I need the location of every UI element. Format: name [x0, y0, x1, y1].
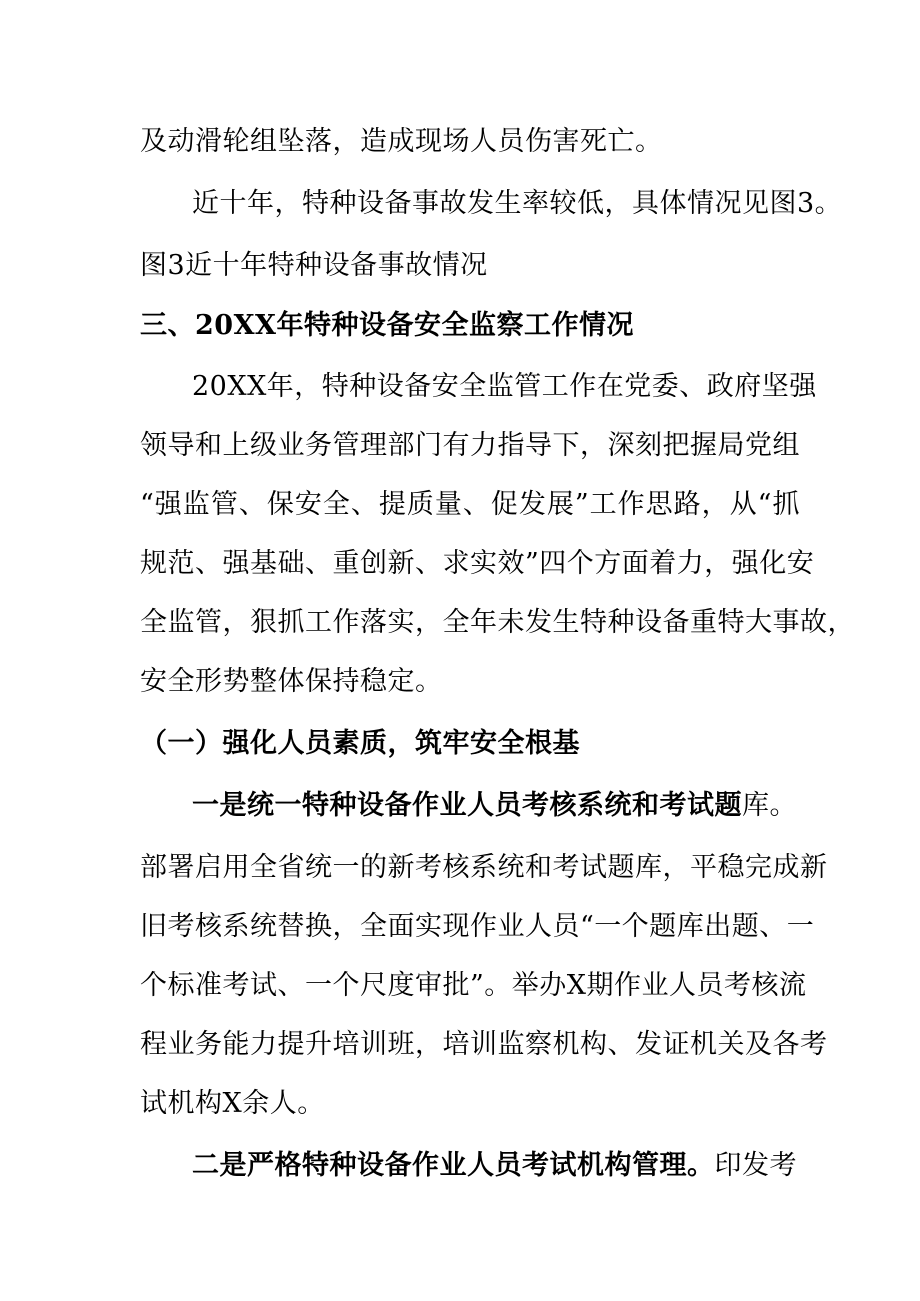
paragraph-line-9	[192, 786, 852, 826]
paragraph-line-3: 20XX年，特种设备安全监管工作在党委、政府坚强	[192, 371, 817, 402]
paragraph-line-7: 全监管，狠抓工作落实，全年未发生特种设备重特大事故，	[140, 607, 855, 638]
lead-tail-2: 印发考	[714, 1150, 797, 1181]
subsection-heading: （一）强化人员素质，筑牢安全根基	[140, 728, 580, 759]
paragraph-line-5: “强监管、保安全、提质量、促发展”工作思路，从“抓	[140, 489, 800, 520]
bold-lead-2: 二是严格特种设备作业人员考试机构管理。	[192, 1150, 715, 1181]
paragraph-line-4: 领导和上级业务管理部门有力指导下，深刻把握局党组	[140, 430, 800, 461]
paragraph-line-6: 规范、强基础、重创新、求实效”四个方面着力，强化安	[140, 548, 815, 579]
figure-caption: 图3近十年特种设备事故情况	[140, 250, 488, 281]
lead-tail: 库。	[742, 790, 797, 821]
paragraph-line-12: 个标准考试、一个尺度审批”。举办X期作业人员考核流	[140, 970, 807, 1001]
paragraph-line-1: 及动滑轮组坠落，造成现场人员伤害死亡。	[140, 126, 663, 157]
section-heading: 三、20XX年特种设备安全监察工作情况	[140, 310, 634, 341]
paragraph-line-11: 旧考核系统替换，全面实现作业人员“一个题库出题、一	[140, 911, 815, 942]
paragraph-line-2: 近十年，特种设备事故发生率较低，具体情况见图3。	[192, 188, 843, 219]
paragraph-line-10: 部署启用全省统一的新考核系统和考试题库，平稳完成新	[140, 852, 828, 883]
paragraph-line-13: 程业务能力提升培训班，培训监察机构、发证机关及各考	[140, 1029, 828, 1060]
paragraph-line-14: 试机构X余人。	[140, 1088, 325, 1119]
paragraph-line-15	[192, 1146, 852, 1186]
bold-lead: 一是统一特种设备作业人员考核系统和考试题	[192, 790, 742, 821]
paragraph-line-8: 安全形势整体保持稳定。	[140, 666, 443, 697]
